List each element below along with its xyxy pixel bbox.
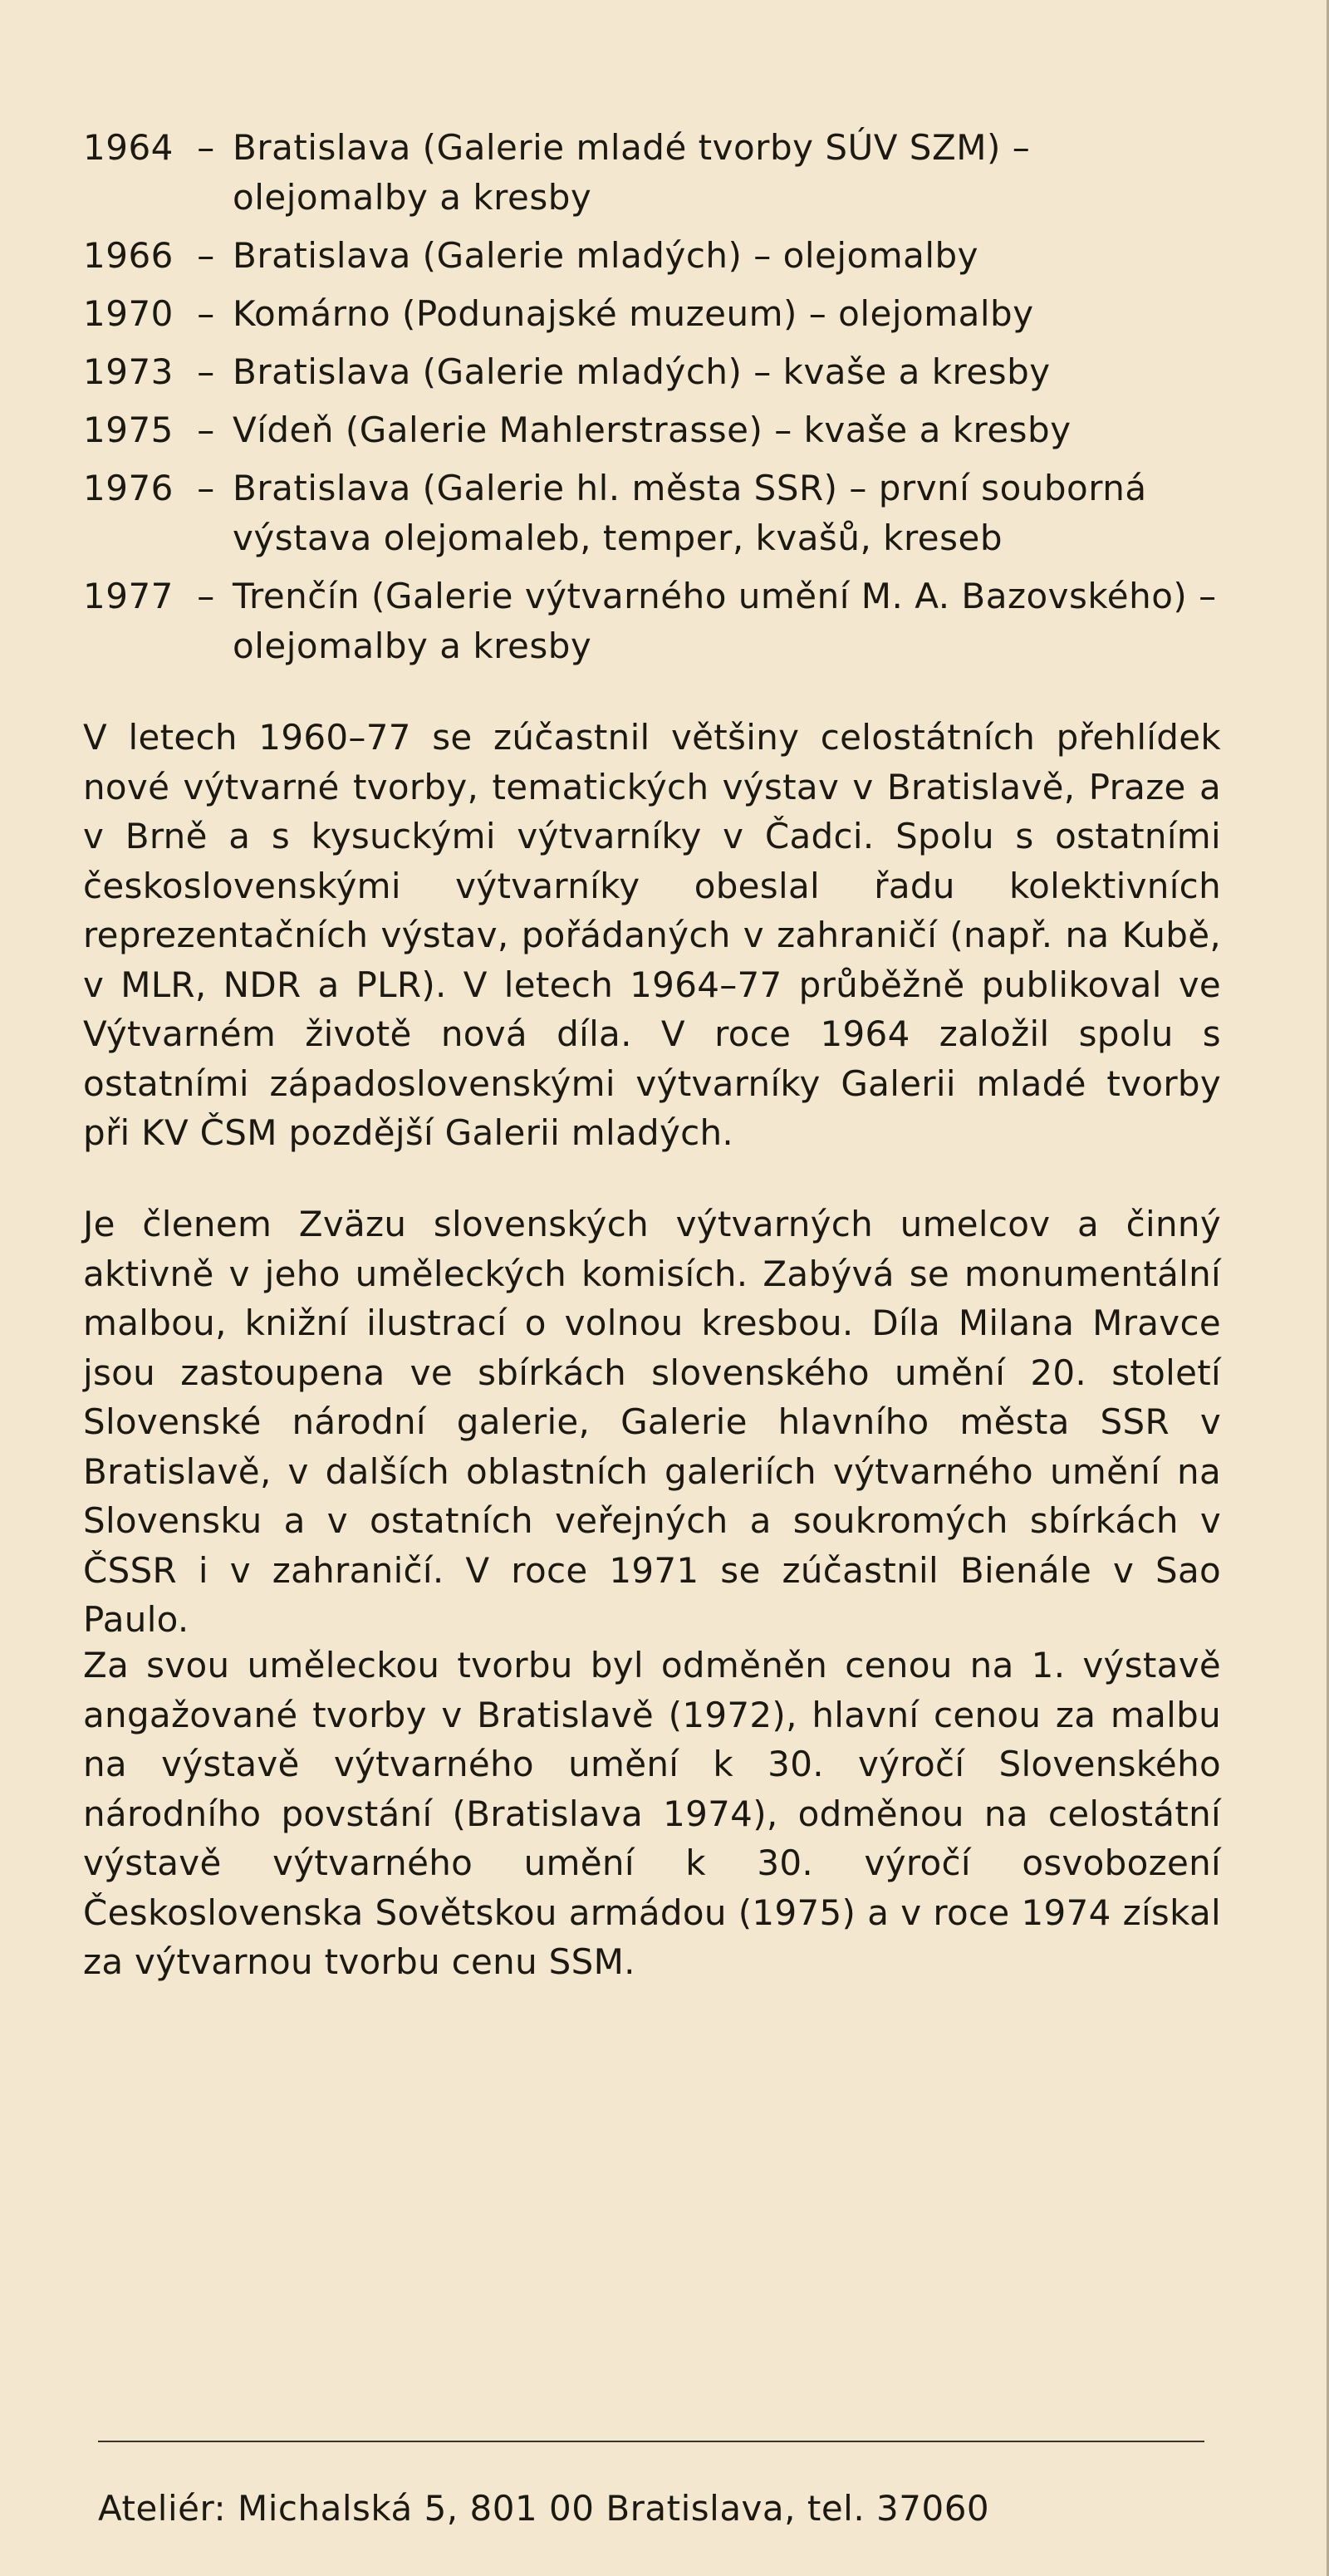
studio-address: Ateliér: Michalská 5, 801 00 Bratislava, tel. 37060 xyxy=(98,2488,990,2529)
exhibition-dash: – xyxy=(197,127,215,168)
exhibition-dash: – xyxy=(197,468,215,508)
exhibition-dash: – xyxy=(197,576,215,616)
exhibition-list xyxy=(83,123,1221,671)
exhibition-year: 1966 xyxy=(83,235,174,276)
exhibition-row xyxy=(83,123,1221,223)
exhibition-dash: – xyxy=(197,410,215,450)
exhibition-dash: – xyxy=(197,235,215,276)
exhibition-description: Bratislava (Galerie hl. města SSR) – první souborná výstava olejomaleb, temper, kvašů, kreseb xyxy=(233,468,1147,558)
exhibition-description: Bratislava (Galerie mladé tvorby SÚV SZM) – olejomalby a kresby xyxy=(233,127,1031,218)
exhibition-description: Trenčín (Galerie výtvarného umění M. A. Bazovského) – olejomalby a kresby xyxy=(233,576,1217,666)
exhibition-year: 1975 xyxy=(83,410,174,450)
exhibition-year: 1964 xyxy=(83,127,174,168)
exhibition-row xyxy=(83,572,1221,671)
paragraph-text: V letech 1960–77 se zúčastnil většiny celostátních přehlídek nové výtvarné tvorby, tematických výstav v Bratislavě, Praze a v Brně a s kysuckými výtvarníky v Čadci. Spolu s ostatními československými výtvarníky obeslal řadu kolektivních reprezentačních výstav, pořádaných v zahraničí (např. na Kubě, v MLR, NDR a PLR). V letech 1964–77 průběžně publikoval ve Výtvarném životě nová díla. V roce 1964 založil spolu s ostatními západoslovenskými výtvarníky Galerii mladé tvorby při KV ČSM pozdější Galerii mladých. xyxy=(83,717,1221,1153)
exhibition-year: 1970 xyxy=(83,293,174,334)
exhibition-row xyxy=(83,405,1221,455)
exhibition-year: 1976 xyxy=(83,468,174,508)
exhibition-year: 1977 xyxy=(83,576,174,616)
exhibition-description: Bratislava (Galerie mladých) – kvaše a kresby xyxy=(233,351,1051,392)
paragraph-text: Je členem Zväzu slovenských výtvarných umelcov a činný aktivně v jeho uměleckých komisích. Zabývá se monumentální malbou, knižní ilustrací o volnou kresbou. Díla Milana Mravce jsou zastoupena ve sbírkách slovenského umění 20. století Slovenské národní galerie, Galerie hlavního města SSR v Bratislavě, v dalších oblastních galeriích výtvarného umění na Slovensku a v ostatních veřejných a soukromých sbírkách v ČSSR i v zahraničí. V roce 1971 se zúčastnil Bienále v Sao Paulo. xyxy=(83,1204,1221,1640)
biography-paragraph xyxy=(83,713,1221,1158)
exhibition-row xyxy=(83,347,1221,397)
divider-line xyxy=(98,2441,1204,2442)
exhibition-row xyxy=(83,464,1221,563)
biography-paragraph xyxy=(83,1200,1221,1645)
exhibition-description: Komárno (Podunajské muzeum) – olejomalby xyxy=(233,293,1034,334)
awards-paragraph xyxy=(83,1641,1221,1987)
paragraph-text: Za svou uměleckou tvorbu byl odměněn cenou na 1. výstavě angažované tvorby v Bratislavě (1972), hlavní cenou za malbu na výstavě výtvarného umění k 30. výročí Slovenského národního povstání (Bratislava 1974), odměnou na celostátní výstavě výtvarného umění k 30. výročí osvobození Československa Sovětskou armádou (1975) a v roce 1974 získal za výtvarnou tvorbu cenu SSM. xyxy=(83,1645,1221,1982)
exhibition-dash: – xyxy=(197,293,215,334)
exhibition-row xyxy=(83,289,1221,339)
exhibition-description: Bratislava (Galerie mladých) – olejomalby xyxy=(233,235,979,276)
exhibition-dash: – xyxy=(197,351,215,392)
exhibition-description: Vídeň (Galerie Mahlerstrasse) – kvaše a kresby xyxy=(233,410,1072,450)
exhibition-row xyxy=(83,231,1221,281)
exhibition-year: 1973 xyxy=(83,351,174,392)
